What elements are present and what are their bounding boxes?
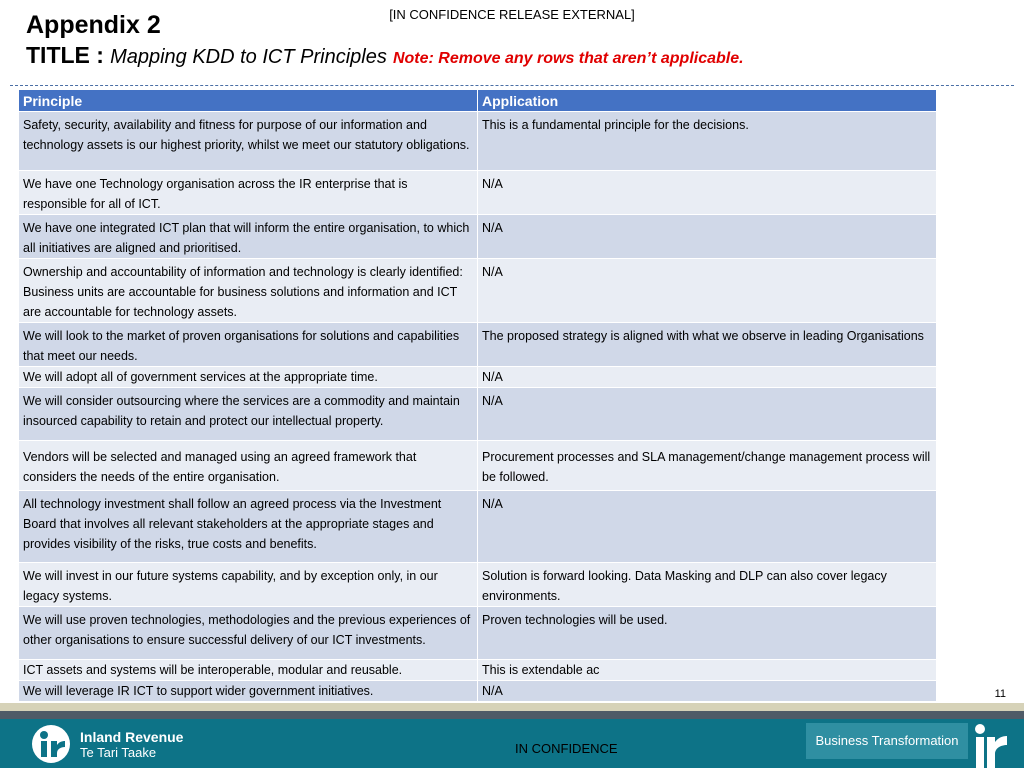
table-row: [19, 441, 937, 491]
principle-cell: ICT assets and systems will be interoperable, modular and reusable.: [19, 660, 478, 681]
table-row: [19, 607, 937, 660]
application-cell: Proven technologies will be used.: [478, 607, 937, 660]
column-header-principle: Principle: [19, 90, 478, 112]
title-note: Note: Remove any rows that aren’t applicable.: [392, 50, 744, 67]
classification-header: [IN CONFIDENCE RELEASE EXTERNAL]: [389, 7, 635, 22]
ir-circle-icon: [30, 723, 72, 765]
table-row: [19, 323, 937, 367]
principle-cell: Ownership and accountability of information and technology is clearly identified: Business units are accountable for business solutions and information and ICT are accountable for technology assets.: [19, 259, 478, 323]
application-cell: N/A: [478, 681, 937, 702]
classification-footer: IN CONFIDENCE: [515, 741, 618, 756]
application-cell: N/A: [478, 215, 937, 259]
table-row: [19, 563, 937, 607]
principle-cell: We have one Technology organisation across the IR enterprise that is responsible for all of ICT.: [19, 171, 478, 215]
application-cell: This is a fundamental principle for the decisions.: [478, 112, 937, 171]
page-number: 11: [994, 688, 1006, 700]
business-transformation-badge: Business Transformation: [806, 723, 968, 759]
ir-mark-icon: [968, 719, 1008, 768]
appendix-title: Appendix 2: [26, 11, 161, 39]
application-cell: N/A: [478, 259, 937, 323]
table-row: [19, 491, 937, 563]
application-cell: Procurement processes and SLA management/change management process will be followed.: [478, 441, 937, 491]
table-row: [19, 681, 937, 702]
column-header-application: Application: [478, 90, 937, 112]
principle-cell: We have one integrated ICT plan that will inform the entire organisation, to which all initiatives are aligned and prioritised.: [19, 215, 478, 259]
footer-band-grey: [0, 711, 1024, 719]
principle-cell: All technology investment shall follow an agreed process via the Investment Board that involves all relevant stakeholders at the appropriate stages and provides visibility of the risks, true costs and benefits.: [19, 491, 478, 563]
application-cell: Solution is forward looking. Data Masking and DLP can also cover legacy environments.: [478, 563, 937, 607]
application-cell: N/A: [478, 367, 937, 388]
application-cell: N/A: [478, 491, 937, 563]
page-title: [26, 40, 744, 74]
principle-cell: We will adopt all of government services at the appropriate time.: [19, 367, 478, 388]
title-text: Mapping KDD to ICT Principles: [110, 46, 387, 68]
table-header-row: [19, 90, 937, 112]
principle-cell: We will look to the market of proven organisations for solutions and capabilities that meet our needs.: [19, 323, 478, 367]
application-cell: N/A: [478, 388, 937, 441]
table-row: [19, 367, 937, 388]
table-row: [19, 259, 937, 323]
page-heading: [26, 10, 744, 74]
table-row: [19, 660, 937, 681]
inland-revenue-logo: [30, 723, 190, 765]
table-row: [19, 112, 937, 171]
application-cell: The proposed strategy is aligned with what we observe in leading Organisations: [478, 323, 937, 367]
logo-text: [80, 729, 183, 761]
principle-cell: We will consider outsourcing where the services are a commodity and maintain insourced capability to retain and protect our intellectual property.: [19, 388, 478, 441]
application-cell: This is extendable ac: [478, 660, 937, 681]
principle-cell: We will leverage IR ICT to support wider government initiatives.: [19, 681, 478, 702]
table-row: [19, 171, 937, 215]
logo-line1: Inland Revenue: [80, 729, 184, 745]
dashed-divider: [10, 85, 1014, 86]
table-row: [19, 215, 937, 259]
application-cell: N/A: [478, 171, 937, 215]
principle-cell: Vendors will be selected and managed using an agreed framework that considers the needs of the entire organisation.: [19, 441, 478, 491]
logo-line2: Te Tari Taake: [80, 745, 157, 760]
principle-cell: We will use proven technologies, methodologies and the previous experiences of other organisations to ensure successful delivery of our ICT investments.: [19, 607, 478, 660]
footer-bar: [0, 719, 1024, 768]
footer-band-tan: [0, 703, 1024, 711]
principle-cell: Safety, security, availability and fitness for purpose of our information and technology assets is our highest priority, whilst we meet our statutory obligations.: [19, 112, 478, 171]
title-label: TITLE :: [26, 42, 104, 68]
principles-table: [18, 89, 937, 702]
table-row: [19, 388, 937, 441]
principle-cell: We will invest in our future systems capability, and by exception only, in our legacy systems.: [19, 563, 478, 607]
